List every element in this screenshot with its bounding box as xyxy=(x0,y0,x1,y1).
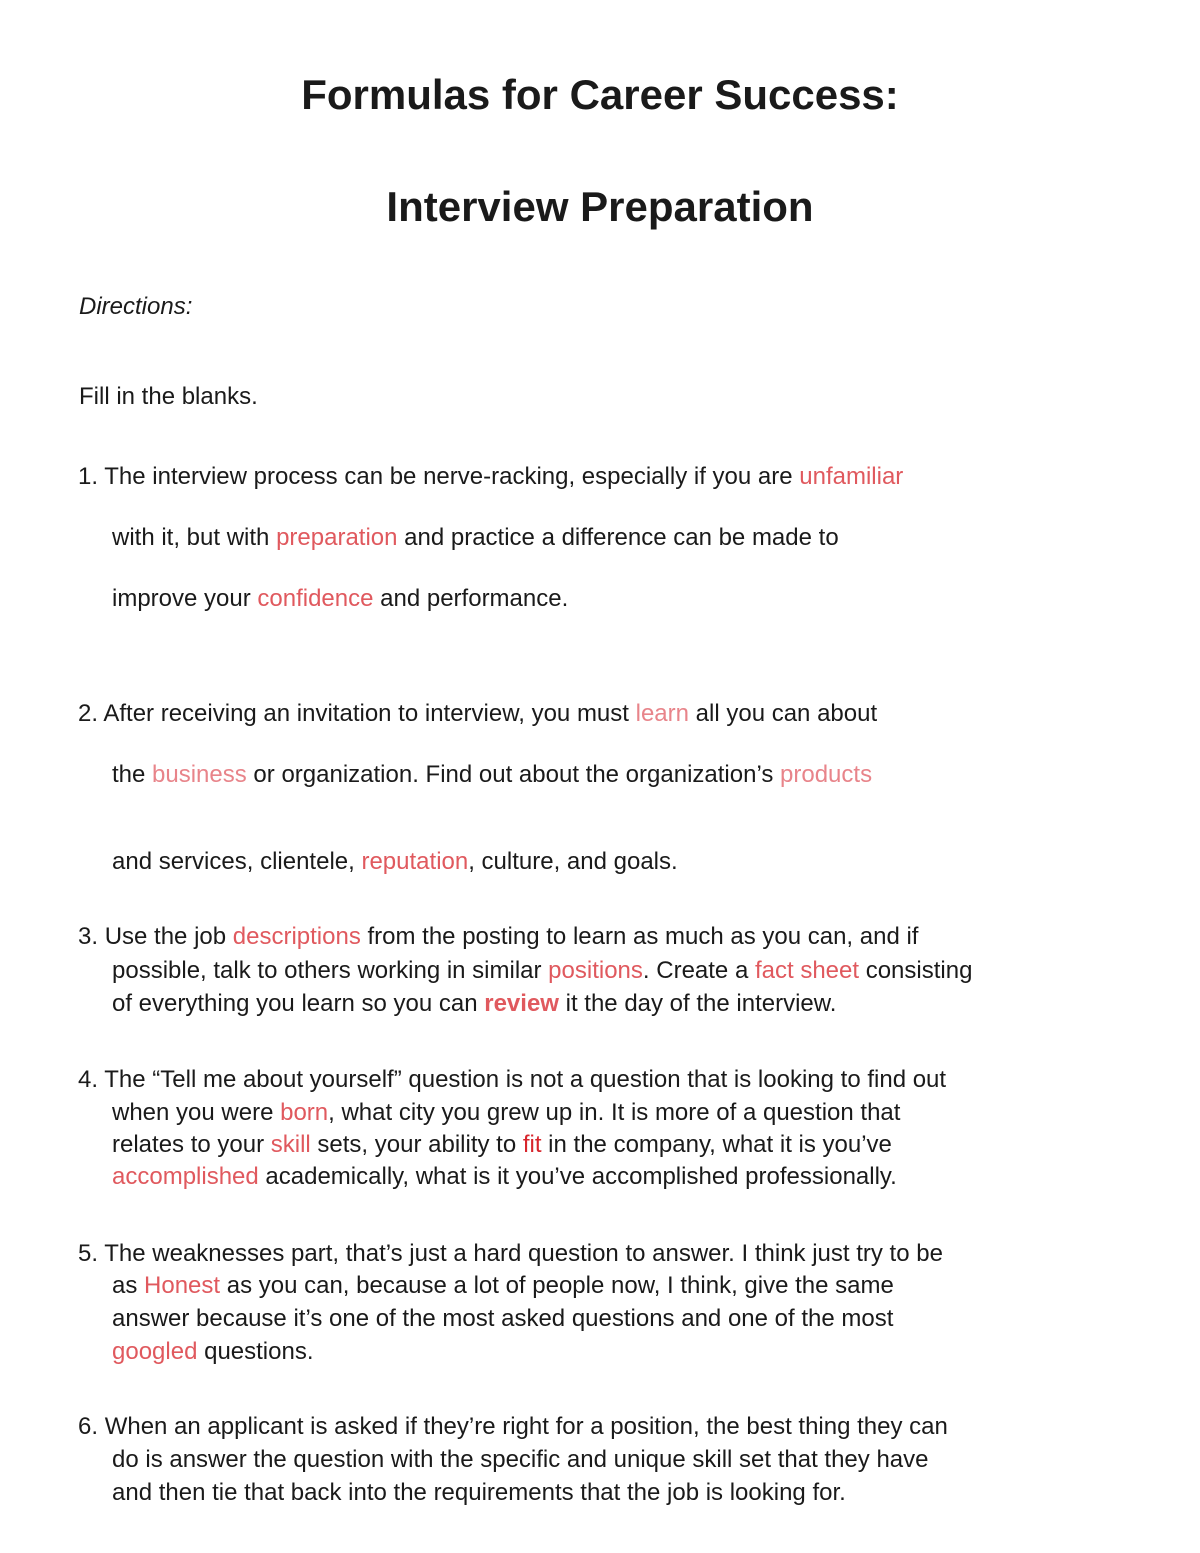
question-text: with it, but with xyxy=(112,524,277,551)
directions-label: Directions: xyxy=(79,293,193,320)
question-text: possible, talk to others working in similar xyxy=(112,957,549,984)
question-text: The “Tell me about yourself” question is not a question that is looking to find out xyxy=(104,1066,947,1093)
question-text: , what city you grew up in. It is more of a question that xyxy=(328,1099,901,1126)
question-3-line xyxy=(78,923,918,951)
question-4-line xyxy=(112,1163,897,1191)
answer-text: preparation xyxy=(276,524,398,551)
answer-text: skill xyxy=(270,1131,311,1158)
question-text: it the day of the interview. xyxy=(558,990,837,1017)
answer-text: unfamiliar xyxy=(799,463,904,490)
question-4-line xyxy=(112,1099,900,1127)
question-text: as xyxy=(112,1272,145,1299)
question-1-line xyxy=(112,585,568,613)
question-number: 4. xyxy=(78,1066,105,1093)
answer-text: accomplished xyxy=(112,1163,259,1190)
answer-text: review xyxy=(484,990,559,1017)
question-text: The interview process can be nerve-racking, especially if you are xyxy=(104,463,800,490)
answer-text: reputation xyxy=(361,848,469,875)
question-number: 1. xyxy=(78,463,105,490)
question-text: or organization. Find out about the organization’s xyxy=(246,761,781,788)
question-text: as you can, because a lot of people now, I think, give the same xyxy=(220,1272,894,1299)
answer-text: business xyxy=(152,761,247,788)
question-5-line xyxy=(112,1272,894,1300)
question-number: 6. xyxy=(78,1413,105,1440)
answer-text: positions xyxy=(548,957,643,984)
answer-text: fact sheet xyxy=(754,957,860,984)
question-4-line xyxy=(112,1131,892,1159)
question-text: improve your xyxy=(112,585,258,612)
question-text: questions. xyxy=(197,1338,314,1365)
question-text: do is answer the question with the specific and unique skill set that they have xyxy=(112,1446,929,1473)
question-3-line xyxy=(112,957,972,985)
question-text: relates to your xyxy=(112,1131,271,1158)
answer-text: products xyxy=(780,761,873,788)
question-text: and practice a difference can be made to xyxy=(397,524,839,551)
question-text: . Create a xyxy=(642,957,755,984)
question-2-line xyxy=(78,700,877,728)
question-text: all you can about xyxy=(689,700,878,727)
page-subtitle: Interview Preparation xyxy=(386,183,814,230)
question-text: , culture, and goals. xyxy=(468,848,678,875)
question-text: When an applicant is asked if they’re right for a position, the best thing they can xyxy=(104,1413,948,1440)
question-text: in the company, what it is you’ve xyxy=(541,1131,892,1158)
question-5-line xyxy=(78,1240,943,1268)
answer-text: googled xyxy=(112,1338,198,1365)
question-2-line xyxy=(112,848,678,876)
question-4-line xyxy=(78,1066,946,1094)
question-text: sets, your ability to xyxy=(310,1131,523,1158)
question-text: the xyxy=(112,761,153,788)
question-number: 3. xyxy=(78,923,105,950)
question-number: 5. xyxy=(78,1240,105,1267)
question-1-line xyxy=(78,463,903,491)
question-text: and performance. xyxy=(373,585,569,612)
question-text: and then tie that back into the requirements that the job is looking for. xyxy=(112,1479,846,1506)
answer-text: learn xyxy=(635,700,689,727)
answer-text: Honest xyxy=(144,1272,221,1299)
question-1-line xyxy=(112,524,839,552)
question-text: After receiving an invitation to interview, you must xyxy=(103,700,636,727)
question-2-line xyxy=(112,761,872,789)
answer-text: born xyxy=(280,1099,329,1126)
question-text: and services, clientele, xyxy=(112,848,362,875)
question-5-line xyxy=(112,1338,314,1366)
answer-text: confidence xyxy=(257,585,374,612)
question-text: academically, what is it you’ve accomplished professionally. xyxy=(258,1163,897,1190)
answer-text: fit xyxy=(522,1131,542,1158)
question-text: Use the job xyxy=(104,923,233,950)
question-6-line xyxy=(78,1413,948,1441)
question-text: consisting xyxy=(859,957,973,984)
question-3-line xyxy=(112,990,836,1018)
question-6-line xyxy=(112,1446,928,1474)
question-6-line xyxy=(112,1479,846,1507)
instruction-text: Fill in the blanks. xyxy=(79,383,258,410)
page-title: Formulas for Career Success: xyxy=(301,71,899,118)
question-text: when you were xyxy=(112,1099,281,1126)
question-text: The weaknesses part, that’s just a hard question to answer. I think just try to be xyxy=(104,1240,943,1267)
question-text: answer because it’s one of the most asked questions and one of the most xyxy=(112,1305,894,1332)
answer-text: descriptions xyxy=(232,923,361,950)
question-5-line xyxy=(112,1305,893,1333)
question-text: from the posting to learn as much as you can, and if xyxy=(360,923,919,950)
question-number: 2. xyxy=(78,700,104,727)
question-text: of everything you learn so you can xyxy=(112,990,485,1017)
